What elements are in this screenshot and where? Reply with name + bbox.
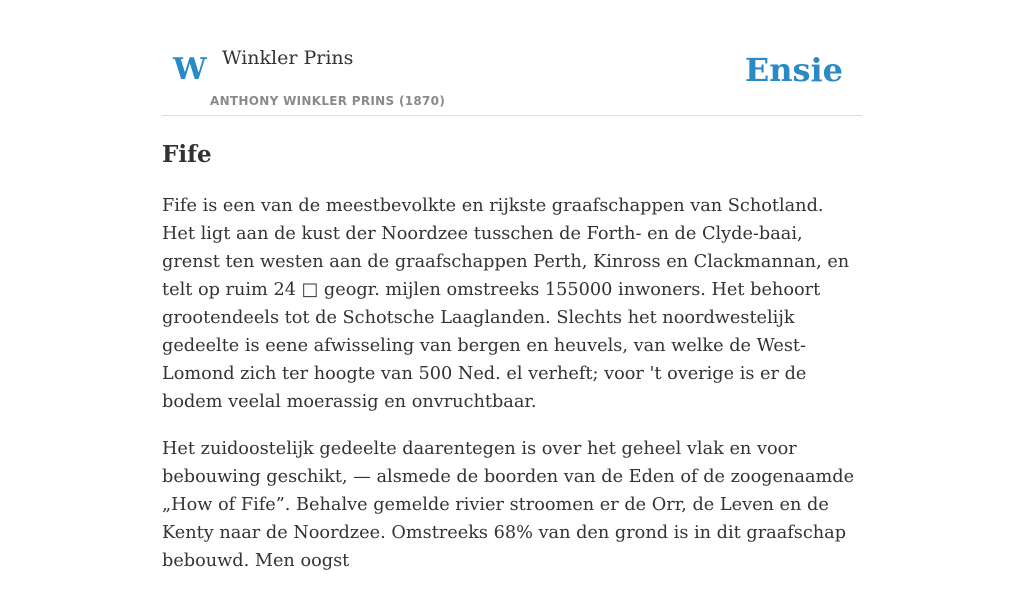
article-title: Fife (162, 141, 212, 168)
ensie-brand-logo[interactable]: Ensie (744, 51, 843, 89)
site-title[interactable]: Winkler Prins (222, 47, 354, 69)
paragraph: Het zuidoostelijk gedeelte daarentegen is over het geheel vlak en voor bebouwing geschikt, — alsmede de boorden van de Eden of de zoogenaamde „How of Fife”. Behalve gemelde rivier stroomen er de Orr, de Leven en de Kenty naar de Noordzee. Omstreeks 68% van den grond is in dit graafschap bebouwd. Men oogst (162, 439, 855, 571)
article-body (162, 192, 862, 594)
source-subtitle: ANTHONY WINKLER PRINS (1870) (210, 94, 446, 108)
winkler-prins-logo[interactable]: W (173, 52, 207, 87)
paragraph: Fife is een van de meestbevolkte en rijkste graafschappen van Schotland. Het ligt aan de kust der Noordzee tusschen de Forth- en de Clyde-baai, grenst ten westen aan de graafschappen Perth, Kinross en Clackmannan, en telt op ruim 24 □ geogr. mijlen omstreeks 155000 inwoners. Het behoort grootendeels tot de Schotsche Laaglanden. Slechts het noordwestelijk gedeelte is eene afwisseling van bergen en heuvels, van welke de West-Lomond zich ter hoogte van 500 Ned. el verheft; voor 't overige is er de bodem veelal moerassig en onvruchtbaar. (162, 196, 850, 412)
header (162, 0, 862, 116)
page (162, 0, 862, 571)
